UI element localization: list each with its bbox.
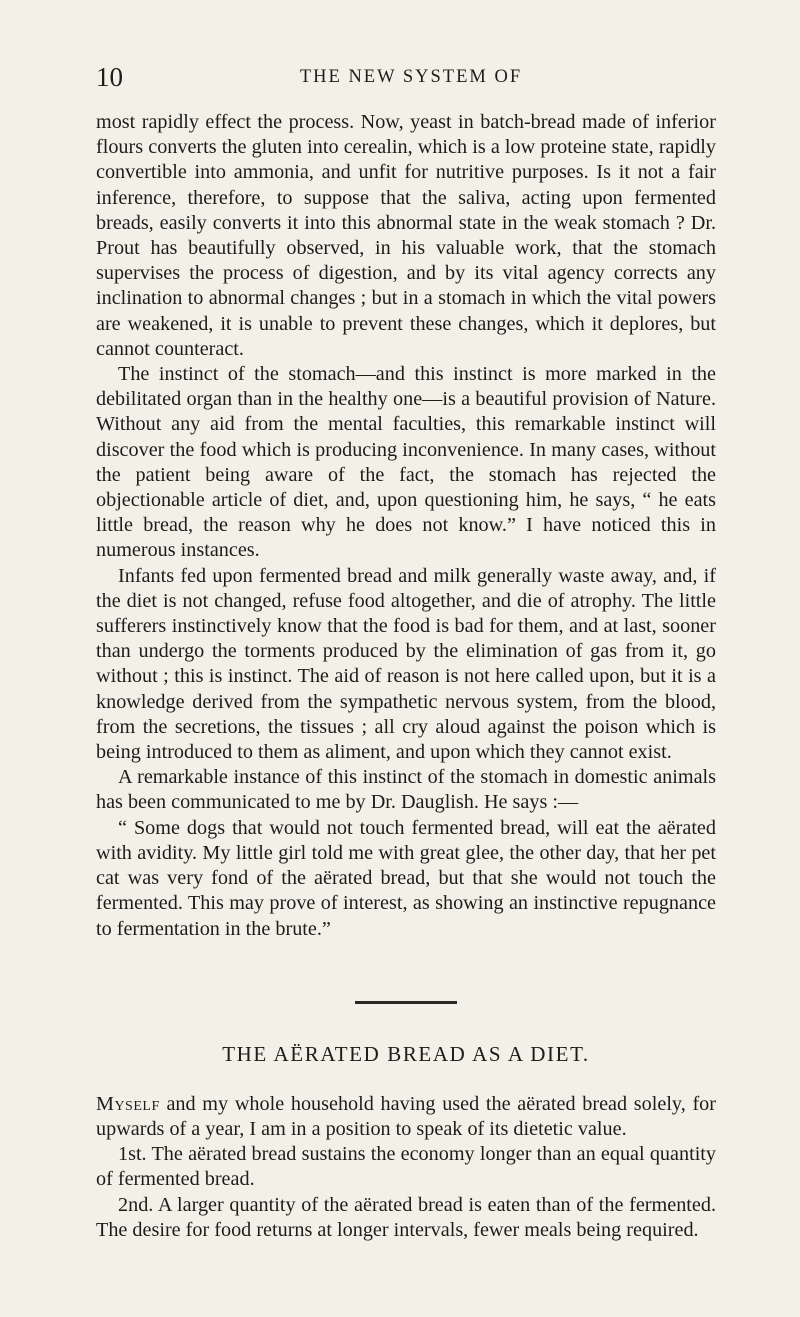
running-head: THE NEW SYSTEM OF bbox=[299, 67, 523, 87]
body-text bbox=[96, 110, 716, 942]
opening-paragraph-rest: and my whole household having used the aërated bread solely, for upwards of a year, I am in a position to speak of its dietetic value. bbox=[96, 1092, 716, 1140]
section-divider-rule bbox=[355, 1001, 457, 1004]
page-number: 10 bbox=[96, 62, 123, 92]
lead-word: Myself bbox=[96, 1092, 160, 1115]
point-second: 2nd. A larger quantity of the aërated bread is eaten than of the fermented. The desire for food returns at longer intervals, fewer meals being required. bbox=[96, 1193, 716, 1241]
paragraph-continuation: most rapidly effect the process. Now, yeast in batch-bread made of inferior flours converts the gluten into cerealin, which is a low proteine state, rapidly convertible into ammonia, and unfit for nutritive purposes. Is it not a fair inference, therefore, to suppose that the saliva, acting upon fermented breads, easily converts it into this abnormal state in the weak stomach ? Dr. Prout has beautifully observed, in his valuable work, that the stomach supervises the process of digestion, and by its vital agency corrects any inclination to abnormal changes ; but in a stomach in which the vital powers are weakened, it is unable to prevent these changes, which it deplores, but cannot counteract. bbox=[96, 111, 716, 360]
point-first: 1st. The aërated bread sustains the economy longer than an equal quantity of fermented bread. bbox=[96, 1143, 716, 1191]
section-opening-paragraph bbox=[96, 1092, 716, 1142]
paragraph-remarkable-instance: A remarkable instance of this instinct of the stomach in domestic animals has been communicated to me by Dr. Dauglish. He says :— bbox=[96, 766, 716, 814]
section-text bbox=[96, 1092, 716, 1243]
paragraph-infants: Infants fed upon fermented bread and milk generally waste away, and, if the diet is not changed, refuse food altogether, and die of atrophy. The little sufferers instinctively know that the food is bad for them, and at last, sooner than undergo the torments produced by the elimination of gas from it, go without ; this is instinct. The aid of reason is not here called upon, but it is a knowledge derived from the sympathetic nervous system, from the blood, from the secretions, the tissues ; all cry aloud against the poison which is being introduced to them as aliment, and upon which they cannot exist. bbox=[96, 564, 716, 764]
section-heading: THE AËRATED BREAD AS A DIET. bbox=[222, 1041, 590, 1066]
paragraph-quotation: “ Some dogs that would not touch fermented bread, will eat the aërated with avidity. My little girl told me with great glee, the other day, that her pet cat was very fond of the aërated bread, but that she would not touch the fermented. This may prove of interest, as showing an instinctive repugnance to fermentation in the brute.” bbox=[96, 816, 716, 940]
page-header bbox=[96, 62, 716, 96]
paragraph-stomach-instinct: The instinct of the stomach—and this instinct is more marked in the debilitated organ than in the healthy one—is a beautiful provision of Nature. Without any aid from the mental faculties, this remarkable instinct will discover the food which is producing inconvenience. In many cases, without the patient being aware of the fact, the stomach has rejected the objectionable article of diet, and, upon questioning him, he says, “ he eats little bread, the reason why he does not know.” I have noticed this in numerous instances. bbox=[96, 363, 716, 562]
